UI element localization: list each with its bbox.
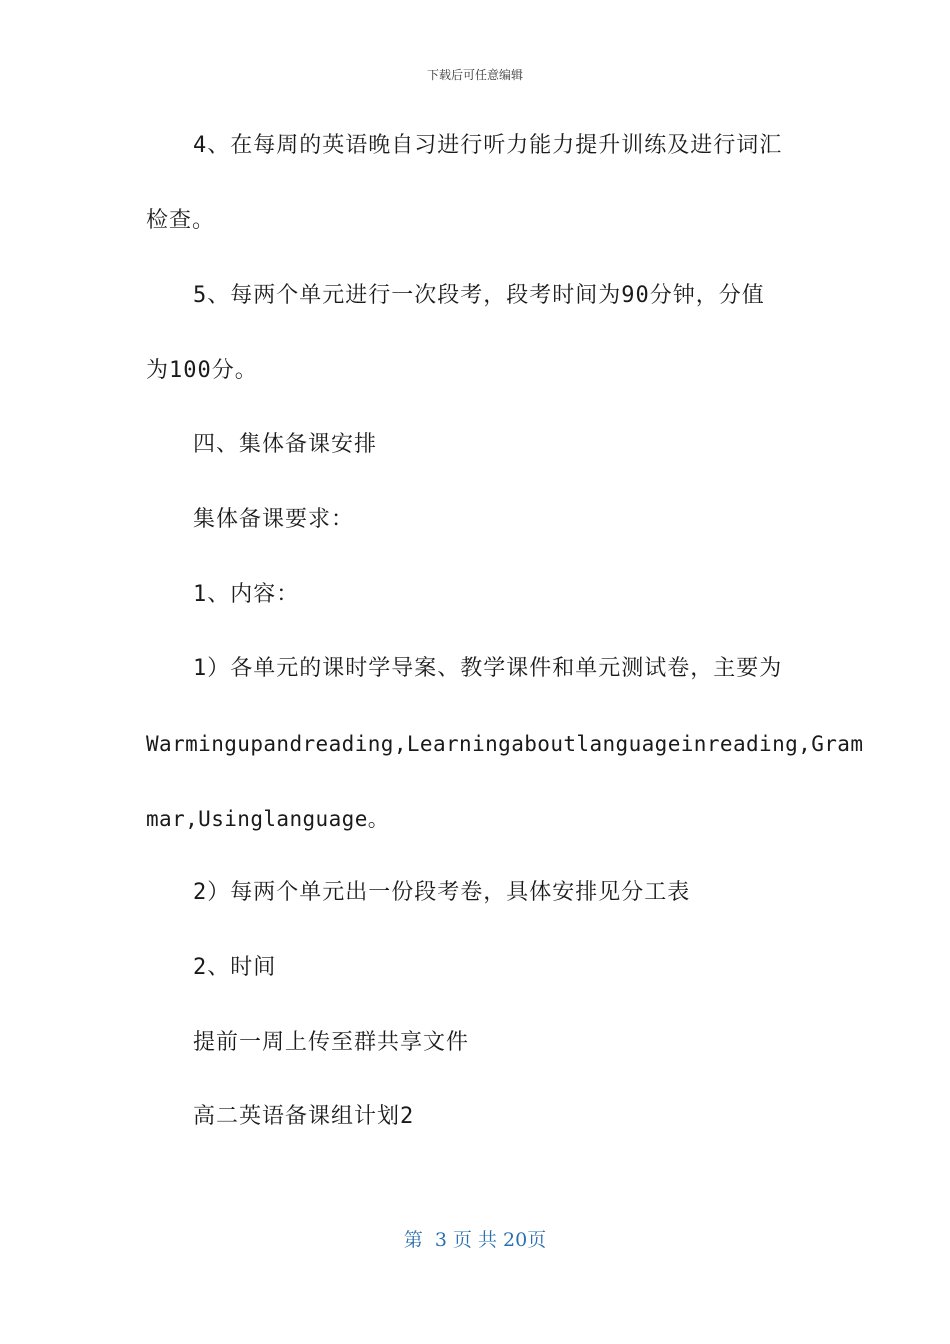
section-heading: 高二英语备课组计划2 xyxy=(193,1104,415,1129)
paragraph-line: 2）每两个单元出一份段考卷，具体安排见分工表 xyxy=(193,880,691,905)
paragraph-line: 5、每两个单元进行一次段考，段考时间为90分钟，分值 xyxy=(193,283,765,308)
paragraph-line: 集体备课要求： xyxy=(193,507,355,532)
paragraph-line: 2、时间 xyxy=(193,955,277,980)
paragraph-line: Warmingupandreading,Learningaboutlanguageinreading,Gram xyxy=(146,732,864,756)
section-heading: 四、集体备课安排 xyxy=(193,432,378,457)
paragraph-line: 为100分。 xyxy=(146,358,258,383)
paragraph-line: 提前一周上传至群共享文件 xyxy=(193,1030,470,1055)
header-note: 下载后可任意编辑 xyxy=(426,68,523,82)
paragraph-line: 1、内容： xyxy=(193,582,300,607)
page-number: 第 3 页 共 20页 xyxy=(403,1229,547,1251)
paragraph-line: mar,Usinglanguage。 xyxy=(146,807,390,831)
paragraph-line: 4、在每周的英语晚自习进行听力能力提升训练及进行词汇 xyxy=(193,133,783,158)
paragraph-line: 1）各单元的课时学导案、教学课件和单元测试卷，主要为 xyxy=(193,656,783,681)
paragraph-line: 检查。 xyxy=(146,208,216,233)
